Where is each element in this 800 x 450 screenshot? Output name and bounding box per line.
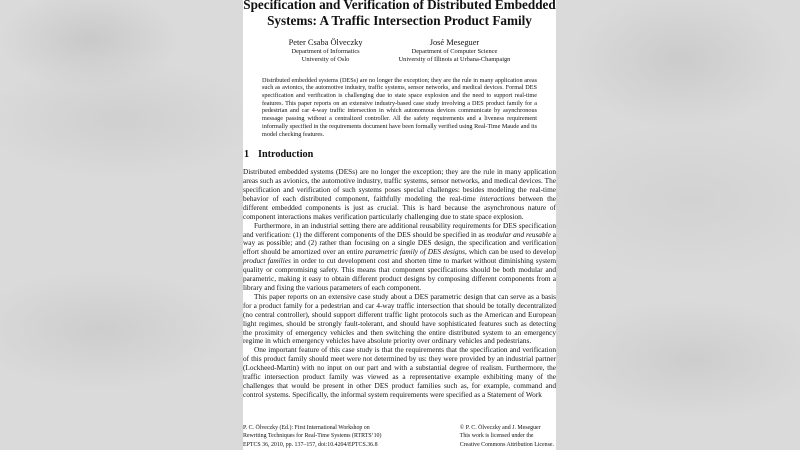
page-content (243, 0, 556, 400)
text-run: , which can be used to develop (465, 247, 556, 257)
footer-license (460, 424, 556, 450)
paper-title (243, 0, 556, 29)
section-heading (244, 148, 556, 161)
emphasis: modular and reusable (486, 229, 551, 239)
author-dept: Department of Computer Science (411, 48, 498, 55)
footer-line: Rewriting Techniques for Real-Time Systems (RTRTS’10) (243, 433, 382, 440)
title-line-1: Specification and Verification of Distributed Embedded (243, 0, 556, 12)
author-2 (399, 37, 511, 64)
paragraph-1 (243, 168, 556, 221)
section-title: Introduction (258, 149, 314, 161)
author-name: Peter Csaba Ölveczky (288, 38, 363, 47)
section-number: 1 (244, 149, 250, 161)
footer-citation (243, 424, 381, 450)
footer-line: P. C. Ölveczky (Ed.): First International Workshop on (243, 425, 370, 431)
author-name: José Meseguer (429, 38, 480, 47)
emphasis: product families (243, 256, 291, 266)
body-text (243, 168, 556, 400)
emphasis: parametric family of DES designs (365, 247, 465, 257)
author-inst: University of Illinois at Urbana-Champaign (398, 55, 511, 63)
footer-line: EPTCS 36, 2010, pp. 137–157, doi:10.4204/EPTCS.36.8 (243, 441, 378, 448)
author-1 (289, 37, 363, 64)
text-run: in order to cut development cost and shorten time to market without diminishing system quality or compromising safety. This means that component specifications should be both modular and parametric, making it easy to obtain different product designs by composing different components from a library and fixing the various parameters of each component. (243, 256, 556, 292)
abstract: Distributed embedded systems (DESs) are no longer the exception; they are the rule in many application areas such as avionics, the automotive industry, traffic systems, sensor networks, and medical devices. Formal DES specification and verification is challenging due to state space explosion and the need to support real-time features. This paper reports on an extensive industry-based case study involving a DES product family for a pedestrian and car 4-way traffic intersection in which autonomous devices communicate by asynchronous message passing without a centralized controller. All the safety requirements and a liveness requirement informally specified in the requirements document have been formally verified using Real-Time Maude and its model checking features. (262, 76, 537, 138)
paragraph-3: This paper reports on an extensive case study about a DES parametric design that can serve as a basis for a product family for a pedestrian and car 4-way traffic intersection that should be totally decentralized (no central controller), should support different traffic light protocols such as the American and European light regimes, should be strongly fault-tolerant, and should have sophisticated features such as detecting the proximity of emergency vehicles and then switching the entire distributed system to an emergency regime in which emergency vehicles have absolute priority over ordinary vehicles and pedestrians. (243, 291, 556, 346)
paragraph-2 (243, 222, 556, 293)
emphasis: interactions (479, 193, 515, 203)
text-run: Furthermore, in an industrial setting there are additional reusability requirements for DES specification and verification: (1) the different components of the DES should be specified in as (243, 220, 556, 239)
footer-line: Creative Commons Attribution License. (459, 441, 554, 448)
text-run: Distributed embedded systems (DESs) are no longer the exception; they are the rule in many application areas such as avionics, the automotive industry, traffic systems, sensor networks, and medical devices. The specification and verification of such systems poses special challenges: besides modeling the real-time behavior of each distributed component, faithfully modeling the real-time (243, 167, 556, 203)
text-run: a way as possible; and (2) rather than focusing on a single DES design, the specification and verification effort should be amortized over an entire (243, 229, 556, 257)
paragraph-4: One important feature of this case study is that the requirements that the specification and verification of this product family should meet were not determined by us: they were provided by an industrial partner (Lockheed-Martin) with no input on our part and with a substantial degree of realism. Furthermore, the traffic intersection product family was viewed as a representative example exhibiting many of the challenges that would be present in other DES product families such as, for example, command and control systems. Specifically, the informal system requirements were specified as a Statement of Work (243, 345, 556, 399)
footer-line: © P. C. Ölveczky and J. Meseguer (459, 425, 541, 431)
footer-line: This work is licensed under the (459, 433, 534, 440)
title-line-2: Systems: A Traffic Intersection Product Family (267, 13, 532, 28)
author-block (243, 37, 556, 64)
text-run: between the different embedded components is just as crucial. This is hard because the asynchronous nature of component interactions makes verification particularly challenging due to state space explosion. (243, 193, 556, 221)
author-inst: University of Oslo (301, 55, 350, 63)
page-footer (243, 424, 556, 450)
author-dept: Department of Informatics (291, 48, 360, 55)
paper-page (243, 0, 556, 450)
